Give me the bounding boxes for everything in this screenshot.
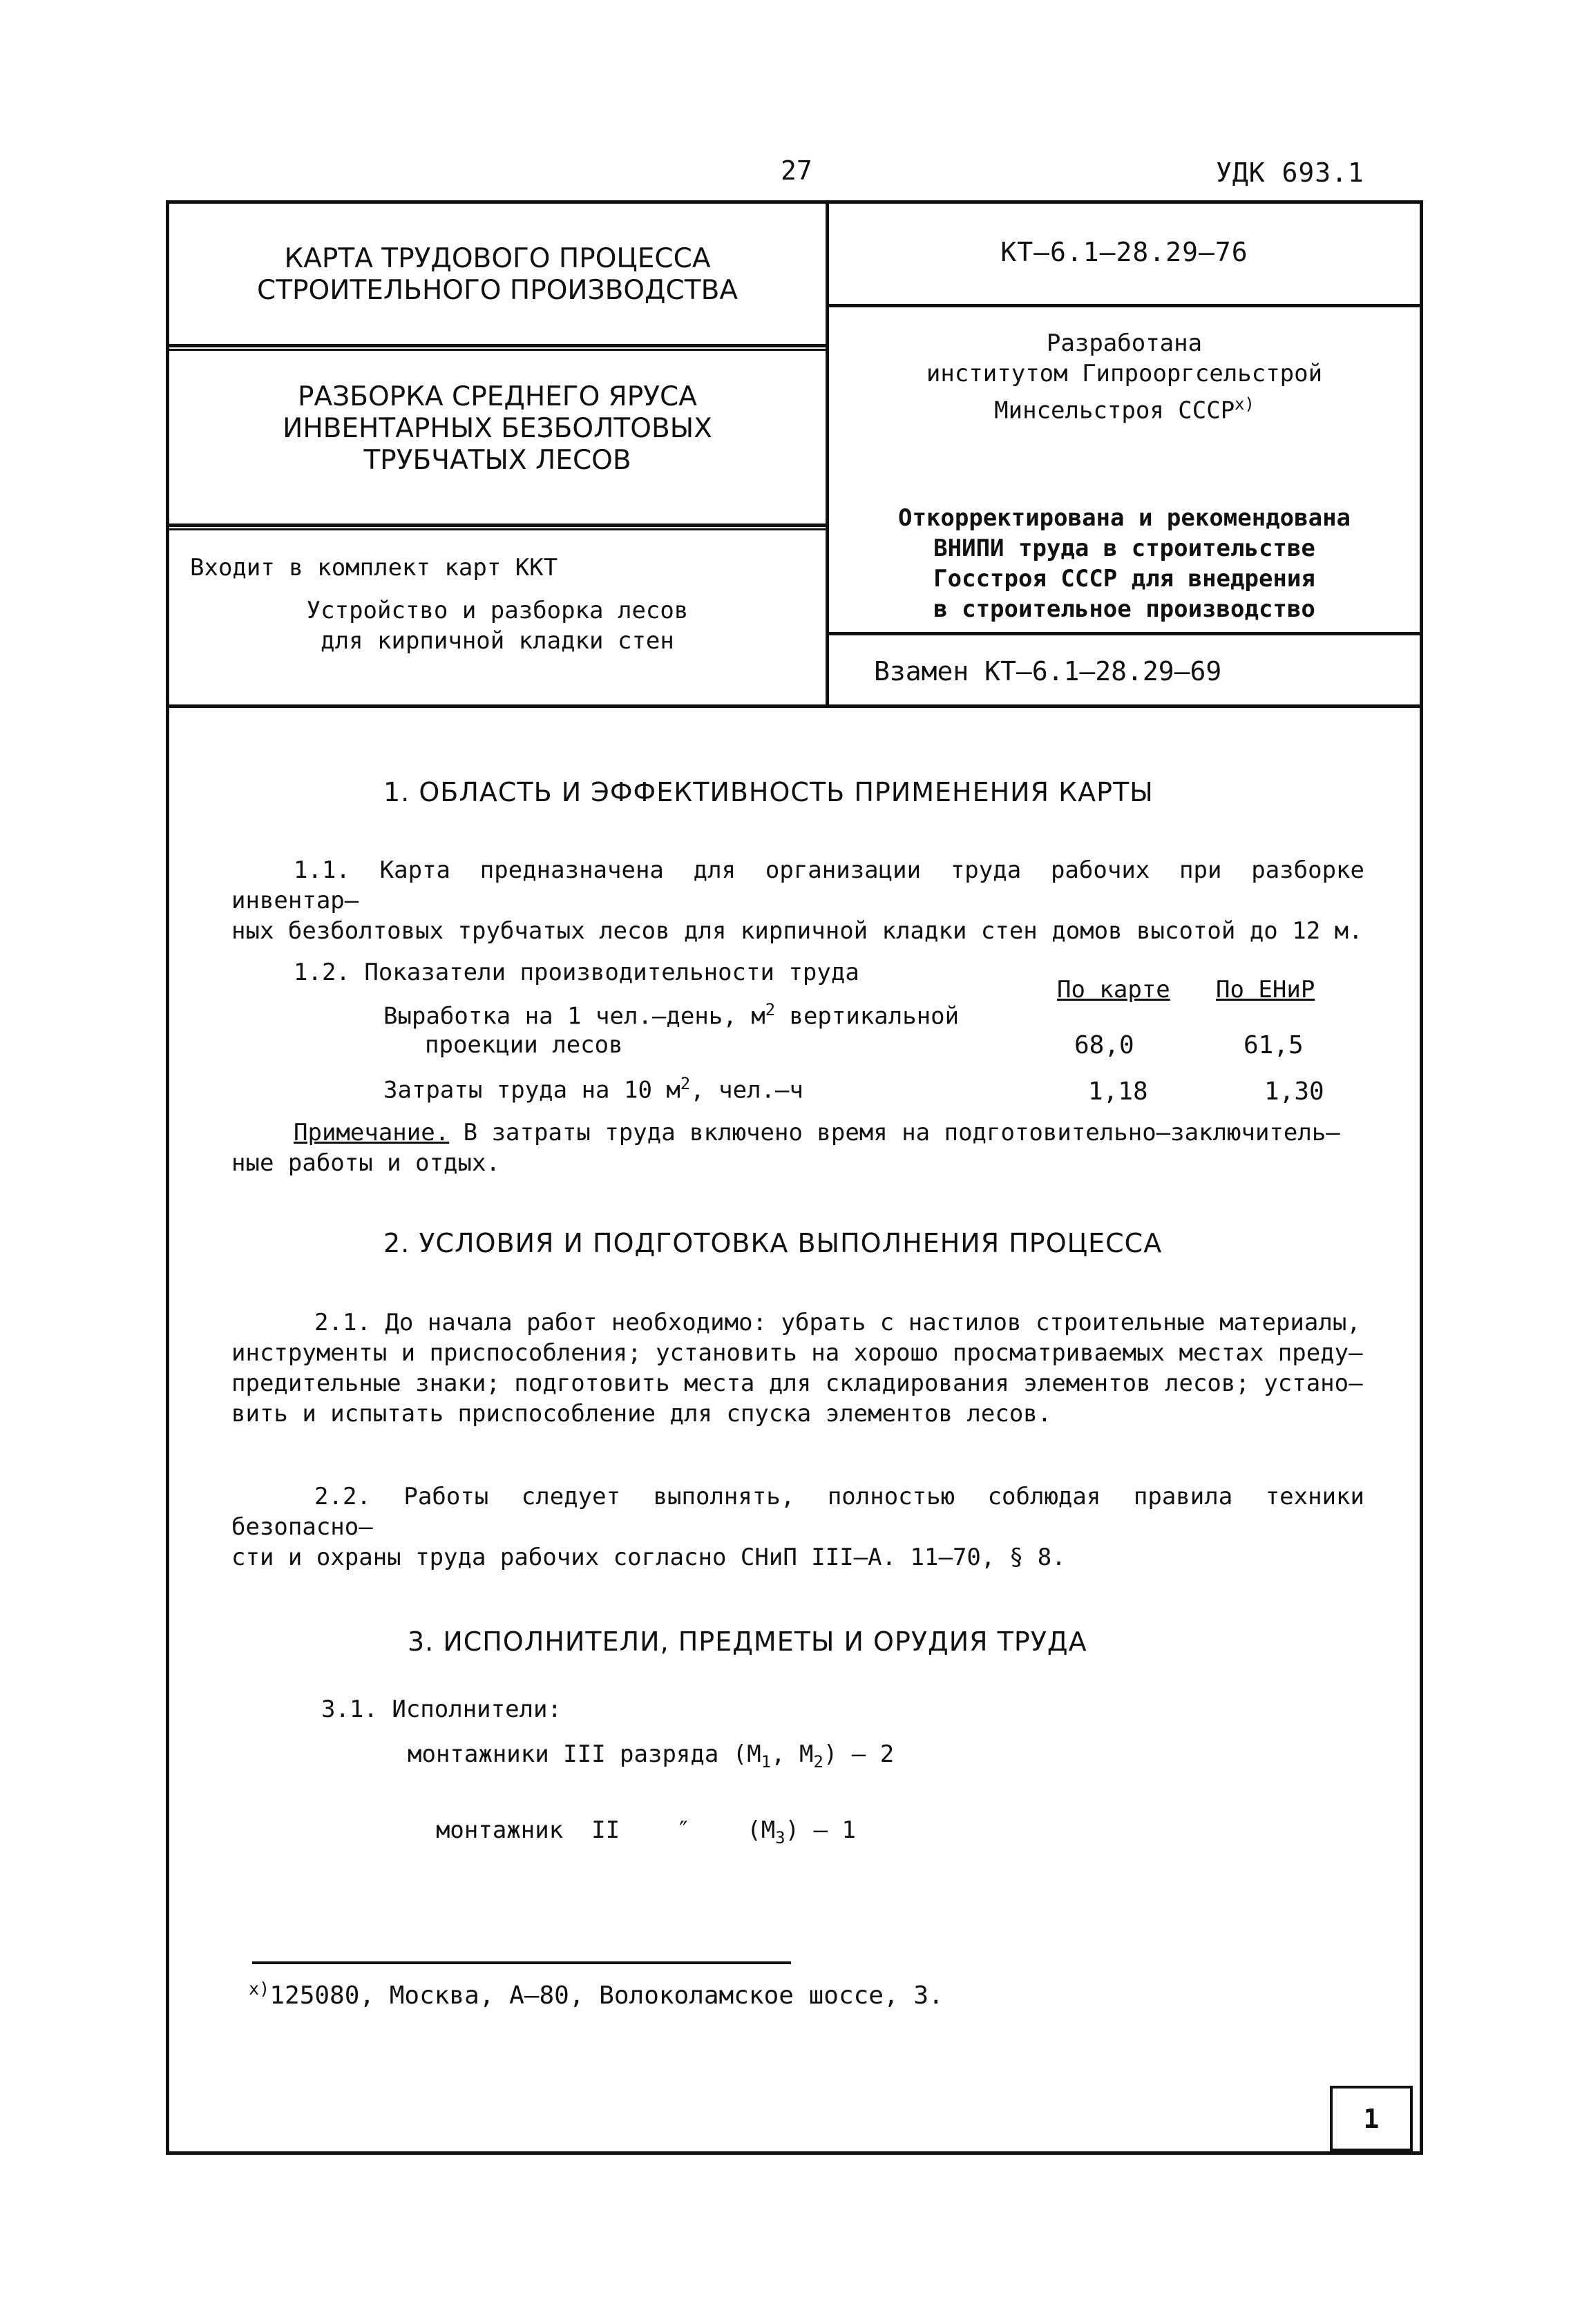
kit-label: Входит в комплект карт ККТ	[190, 554, 558, 582]
paragraph-3-1: 3.1. Исполнители:	[321, 1696, 562, 1723]
worker-line-2: монтажник II ″ $(М_3) - 1$	[435, 1816, 856, 1847]
column-header-card: По карте	[1057, 976, 1170, 1003]
footnote: $^{x)}$125080, Москва, А–80, Волоколамское шоссе, 3.	[249, 1979, 944, 2010]
column-header-enir: По ЕНиР	[1216, 976, 1315, 1003]
row-output-enir-value: 61,5	[1244, 1031, 1304, 1059]
sheet-number-box: 1	[1330, 2086, 1413, 2151]
card-title: КАРТА ТРУДОВОГО ПРОЦЕССА СТРОИТЕЛЬНОГО ПРОИЗВОДСТВА	[256, 243, 739, 306]
kit-name: Устройство и разборка лесов для кирпичной кладки стен	[306, 597, 689, 655]
card-code: КТ–6.1–28.29–76	[1000, 237, 1248, 267]
rule-left-1	[166, 344, 828, 347]
replaces: Взамен КТ–6.1–28.29–69	[874, 656, 1222, 686]
row-labor-enir-value: 1,30	[1264, 1077, 1324, 1106]
rule-left-2b	[166, 528, 828, 530]
row-labor-card-value: 1,18	[1088, 1077, 1148, 1106]
corrected-by: Откорректирована и рекомендована ВНИПИ труда в строительстве Госстроя СССР для внедрения в строительное производство	[897, 504, 1351, 623]
rule-right-1	[826, 304, 1423, 307]
page-number: 27	[781, 155, 812, 186]
paragraph-2-2: 2.2. Работы следует выполнять, полностью соблюдая правила техники безопасно– сти и охраны труда рабочих согласно СНиП III–А. 11–70, § 8.	[231, 1483, 1364, 1571]
worker-line-1: монтажники III разряда ($М_1$, $М_2) - 2$	[408, 1740, 895, 1771]
card-subject: РАЗБОРКА СРЕДНЕГО ЯРУСА ИНВЕНТАРНЫХ БЕЗБОЛТОВЫХ ТРУБЧАТЫХ ЛЕСОВ	[283, 381, 712, 476]
note: Примечание. В затраты труда включено время на подготовительно–заключитель– ные работы и отдых.	[231, 1119, 1340, 1177]
footnote-ref: x)	[1235, 394, 1255, 414]
section-2-title: 2. УСЛОВИЯ И ПОДГОТОВКА ВЫПОЛНЕНИЯ ПРОЦЕССА	[383, 1228, 1163, 1258]
row-output-label-cont: проекции лесов	[425, 1031, 623, 1059]
row-output-label: Выработка на 1 чел.–день, $м^2$ вертикальной	[383, 1000, 960, 1030]
title-block-bottom-rule	[166, 704, 1423, 708]
footnote-rule	[252, 1961, 791, 1964]
rule-right-2	[826, 632, 1423, 635]
paragraph-1-1: 1.1. Карта предназначена для организации труда рабочих при разборке инвентар– ных безболтовых трубчатых лесов для кирпичной кладки стен домов высотой до 12 м.	[231, 856, 1364, 945]
footnote-mark: x)	[249, 1979, 270, 1999]
section-1-title: 1. ОБЛАСТЬ И ЭФФЕКТИВНОСТЬ ПРИМЕНЕНИЯ КАРТЫ	[383, 777, 1154, 807]
section-3-title: 3. ИСПОЛНИТЕЛИ, ПРЕДМЕТЫ И ОРУДИЯ ТРУДА	[408, 1626, 1087, 1657]
developed-by: Разработана институтом Гипрооргсельстрой Минсельстроя СССР$^{x)}$	[926, 329, 1323, 425]
rule-left-2	[166, 524, 828, 527]
rule-left-1b	[166, 349, 828, 351]
row-labor-label: Затраты труда на 10 $м^2$, чел.–ч	[383, 1074, 803, 1104]
udk-code: УДК 693.1	[1216, 157, 1364, 188]
paragraph-1-2-title: 1.2. Показатели производительности труда	[294, 959, 859, 986]
paragraph-2-1: 2.1. До начала работ необходимо: убрать с настилов строительные материалы, инструменты и приспособления; установить на хорошо просматриваемых местах преду– предительные знаки; подготовить места для складирования элементов лесов; устано– вить и испытать приспособление для спуска элементов лесов.	[231, 1309, 1363, 1428]
row-output-card-value: 68,0	[1074, 1031, 1134, 1059]
